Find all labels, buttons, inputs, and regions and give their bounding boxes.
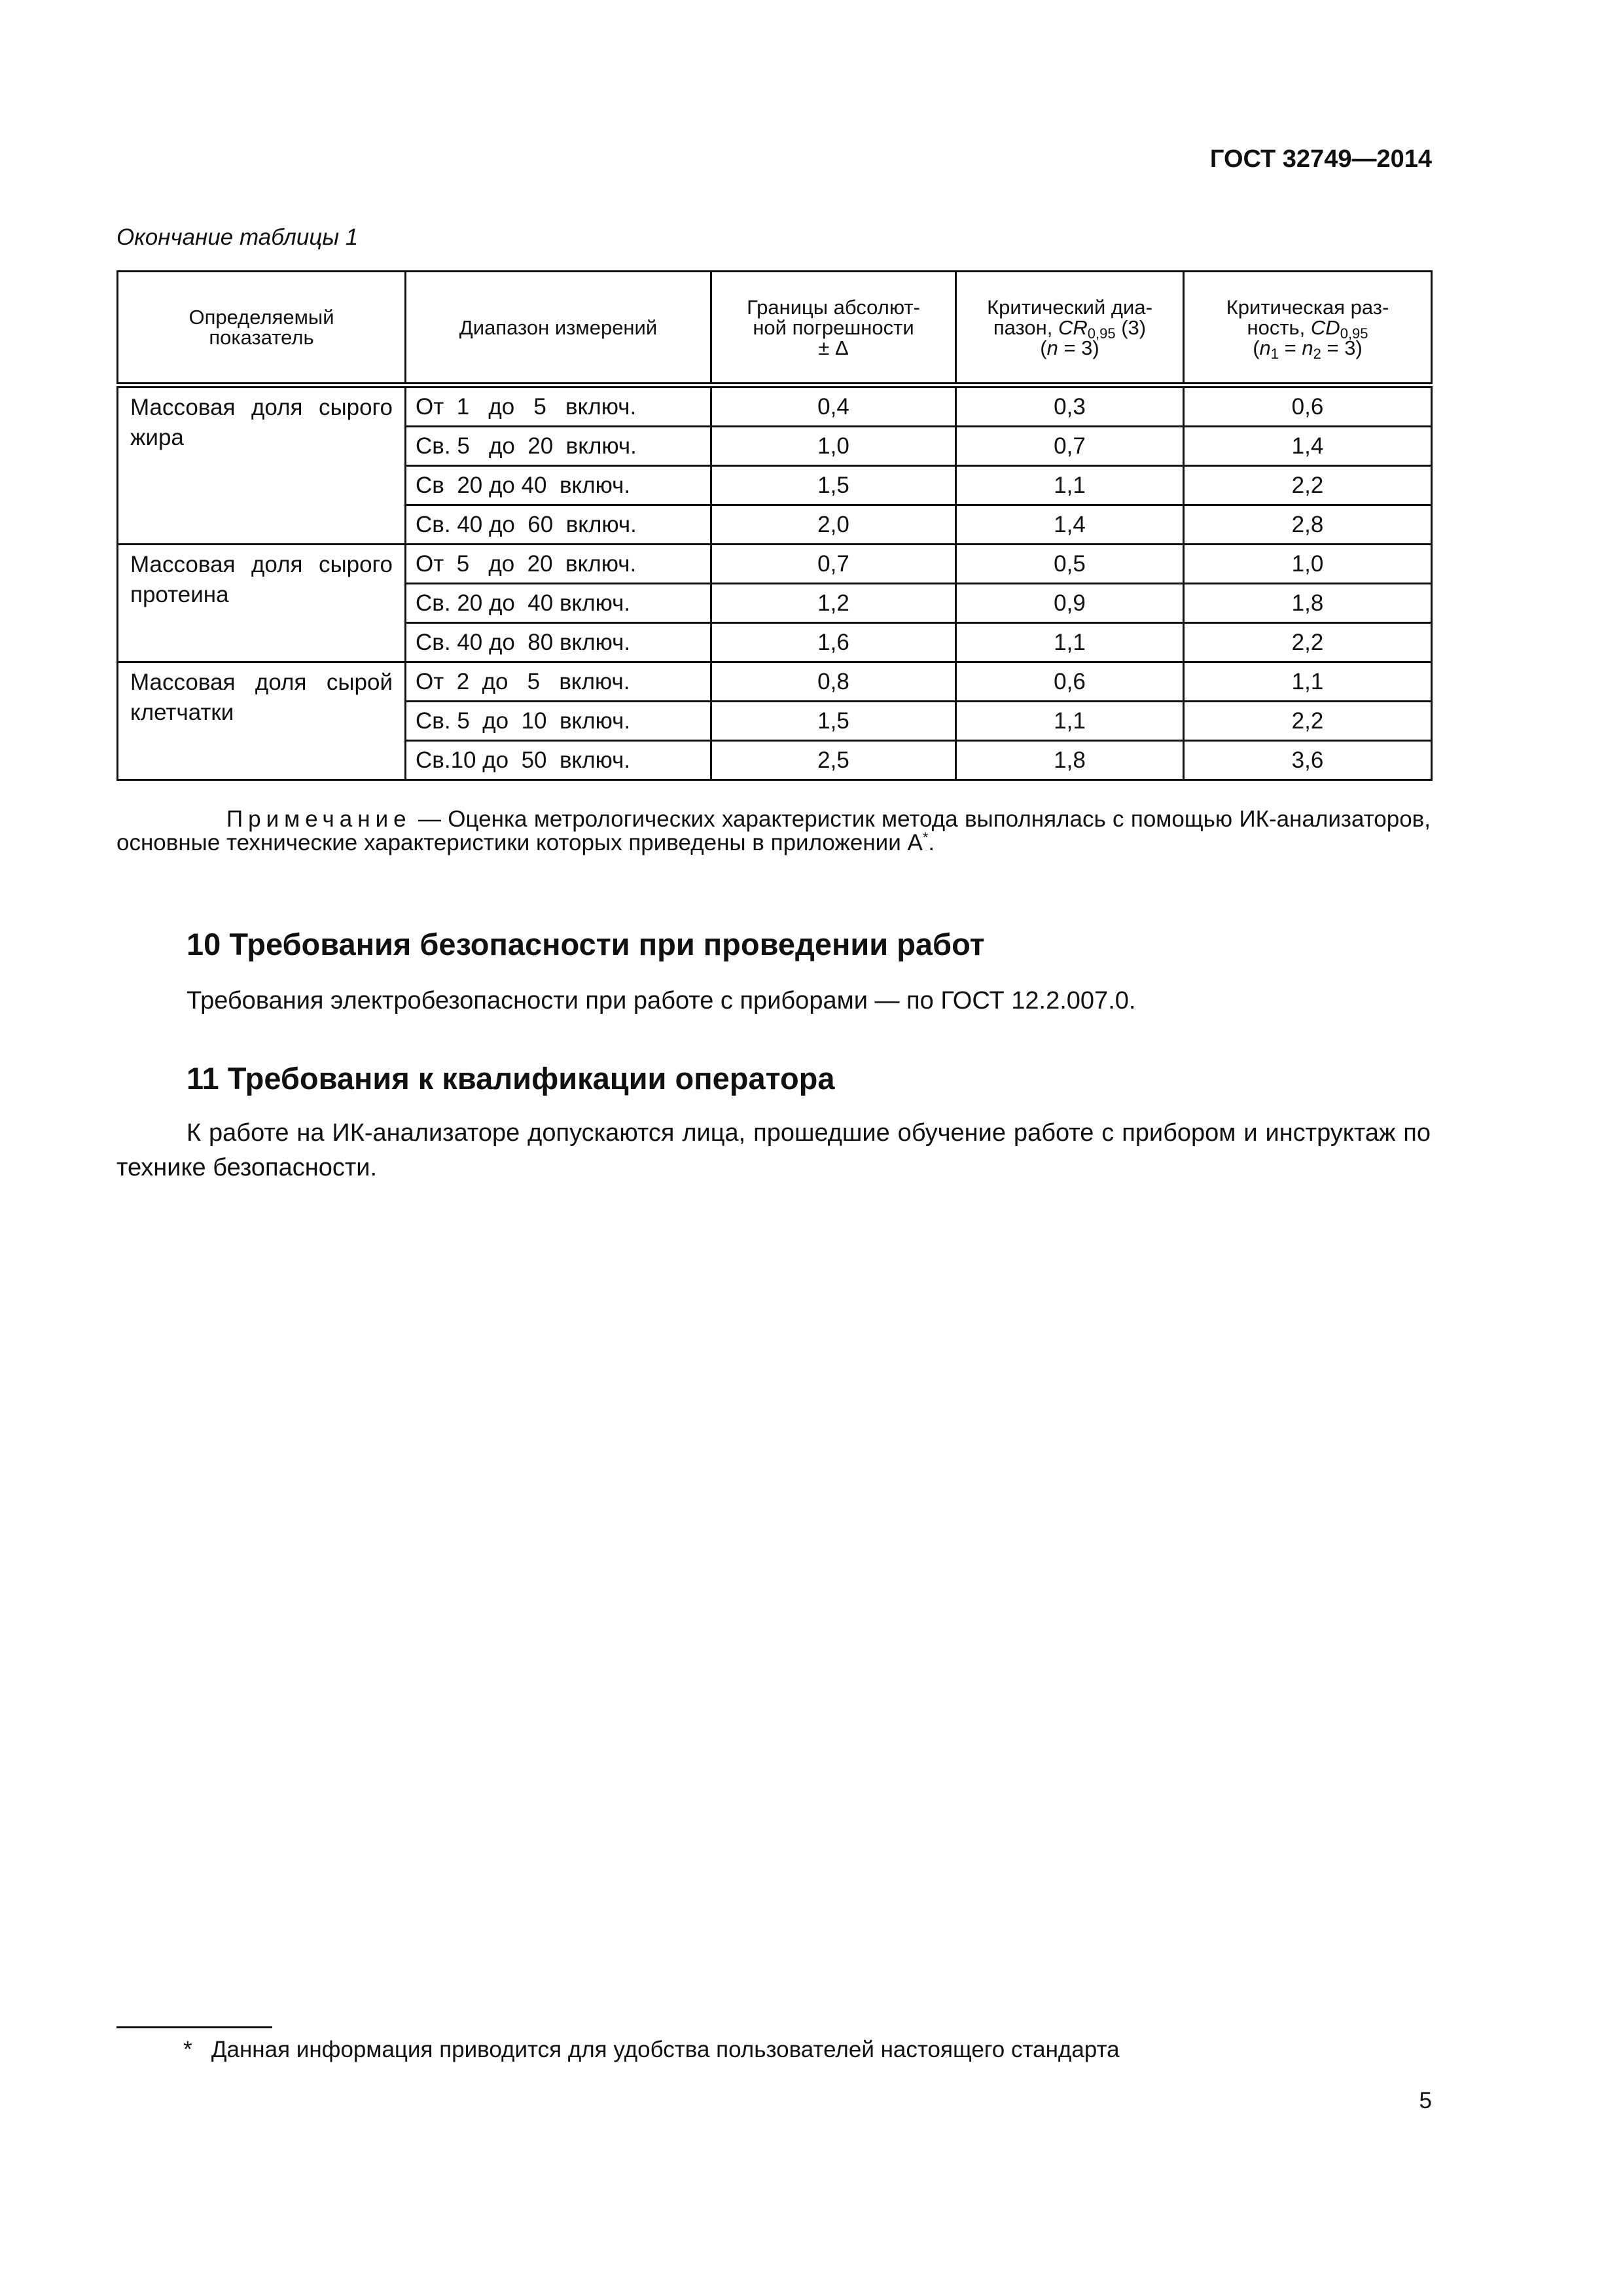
table-row <box>118 386 1432 427</box>
critical-range-cell: 0,6 <box>956 662 1184 702</box>
header-critical-difference: Критическая раз- ность, $CD_{0,95}$ $(n_1 = n_2 = 3)$ <box>1184 272 1432 386</box>
critical-difference-cell: 0,6 <box>1184 386 1432 427</box>
section-11-title: 11 Требования к квалификации оператора <box>187 1061 835 1096</box>
critical-range-cell: 0,9 <box>956 584 1184 623</box>
section-10-text: Требования электробезопасности при работе с приборами — по ГОСТ 12.2.007.0. <box>187 987 1136 1014</box>
error-cell: 1,2 <box>711 584 956 623</box>
critical-range-cell: 1,4 <box>956 505 1184 545</box>
error-cell: 2,5 <box>711 741 956 780</box>
footnote-divider <box>116 2026 272 2028</box>
table-row <box>118 662 1432 702</box>
error-cell: 1,5 <box>711 466 956 505</box>
range-cell: От 2 до 5 включ. <box>406 662 711 702</box>
footnote <box>183 2037 1120 2063</box>
critical-range-cell: 0,7 <box>956 427 1184 466</box>
note-label: Примечание <box>226 806 412 832</box>
indicator-cell: Массовая доля сырого жира <box>118 386 406 545</box>
table-note: Примечание — Оценка метрологических характеристик метода выполнялась с помощью ИК-анализаторов, основные технические характеристики которых приведены в приложении А*. <box>116 806 1431 855</box>
table-row <box>118 545 1432 584</box>
error-cell: 0,7 <box>711 545 956 584</box>
critical-range-cell: 1,1 <box>956 623 1184 662</box>
range-cell: Св. 20 до 40 включ. <box>406 584 711 623</box>
critical-difference-cell: 2,2 <box>1184 466 1432 505</box>
critical-difference-cell: 2,2 <box>1184 623 1432 662</box>
critical-difference-cell: 1,8 <box>1184 584 1432 623</box>
range-cell: Св. 40 до 60 включ. <box>406 505 711 545</box>
page-number: 5 <box>1419 2088 1432 2113</box>
error-cell: 0,4 <box>711 386 956 427</box>
critical-difference-cell: 2,8 <box>1184 505 1432 545</box>
range-cell: Св.10 до 50 включ. <box>406 741 711 780</box>
range-cell: Св. 40 до 80 включ. <box>406 623 711 662</box>
header-indicator: Определяемый показатель <box>118 272 406 386</box>
section-11-text: К работе на ИК-анализаторе допускаются лица, прошедшие обучение работе с прибором и инструктаж по технике безопасности. <box>116 1119 1431 1181</box>
range-cell: Св 20 до 40 включ. <box>406 466 711 505</box>
header-critical-range: Критический диа- пазон, $CR_{0,95}$ (3) (n = 3) <box>956 272 1184 386</box>
footnote-text: Данная информация приводится для удобства пользователей настоящего стандарта <box>211 2037 1120 2062</box>
error-cell: 1,6 <box>711 623 956 662</box>
critical-difference-cell: 2,2 <box>1184 702 1432 741</box>
range-cell: От 5 до 20 включ. <box>406 545 711 584</box>
critical-difference-cell: 3,6 <box>1184 741 1432 780</box>
range-cell: Св. 5 до 20 включ. <box>406 427 711 466</box>
document-code: ГОСТ 32749—2014 <box>1209 145 1432 173</box>
critical-range-cell: 0,5 <box>956 545 1184 584</box>
critical-difference-cell: 1,1 <box>1184 662 1432 702</box>
critical-range-cell: 1,8 <box>956 741 1184 780</box>
critical-range-cell: 1,1 <box>956 702 1184 741</box>
results-table <box>116 270 1433 781</box>
critical-difference-cell: 1,0 <box>1184 545 1432 584</box>
error-cell: 0,8 <box>711 662 956 702</box>
note-footnote-mark: * <box>922 829 929 846</box>
critical-range-cell: 0,3 <box>956 386 1184 427</box>
footnote-mark: * <box>183 2037 192 2062</box>
indicator-cell: Массовая доля сырой клетчатки <box>118 662 406 780</box>
section-10-title: 10 Требования безопасности при проведении работ <box>187 927 985 961</box>
table-caption: Окончание таблицы 1 <box>116 224 359 250</box>
note-text: — Оценка метрологических характеристик метода выполнялась с помощью ИК-анализаторов, основные технические характеристики которых приведены в приложении А <box>116 806 1431 855</box>
range-cell: Св. 5 до 10 включ. <box>406 702 711 741</box>
error-cell: 1,5 <box>711 702 956 741</box>
range-cell: От 1 до 5 включ. <box>406 386 711 427</box>
error-cell: 1,0 <box>711 427 956 466</box>
indicator-cell: Массовая доля сырого протеина <box>118 545 406 662</box>
error-cell: 2,0 <box>711 505 956 545</box>
header-error: Границы абсолют- ной погрешности ± Δ <box>711 272 956 386</box>
critical-range-cell: 1,1 <box>956 466 1184 505</box>
table-header-row <box>118 272 1432 386</box>
critical-difference-cell: 1,4 <box>1184 427 1432 466</box>
header-range: Диапазон измерений <box>406 272 711 386</box>
